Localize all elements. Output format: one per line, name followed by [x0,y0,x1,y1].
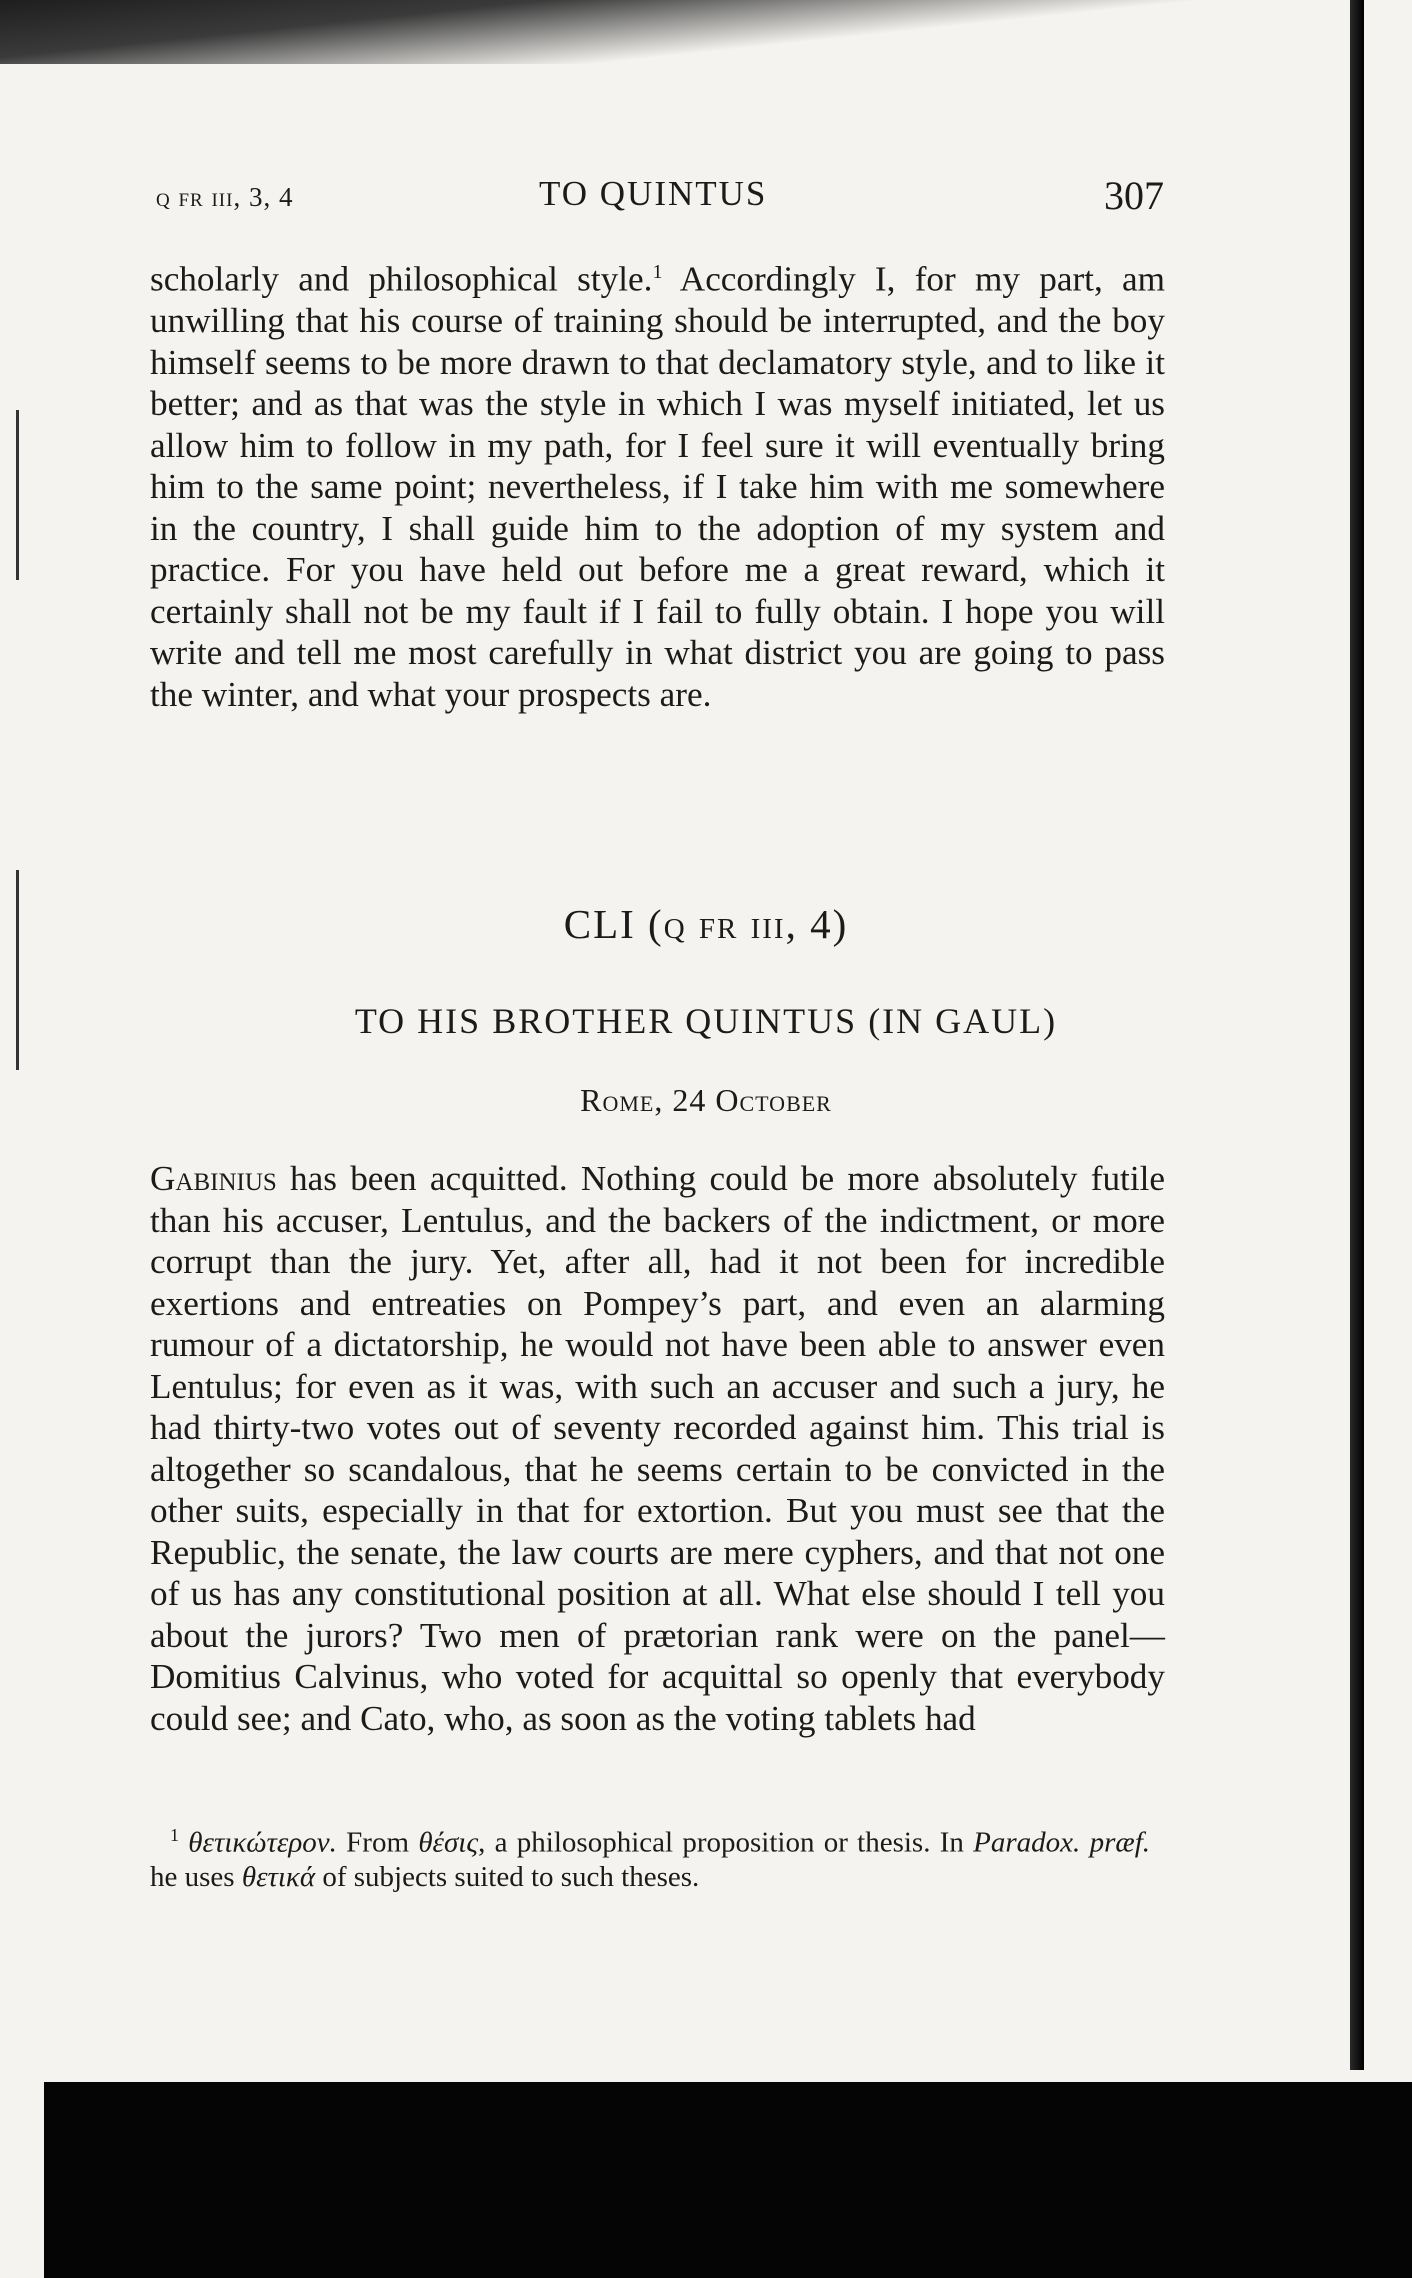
letter-body-text: has been acquitted. Nothing could be more absolutely futile than his accuser, Lentulus, and the backers of the indictment, or more corrupt than the jury. Yet, after all, had it not been for incredible exertions and entreaties on Pompey’s part, and even an alarming rumour of a dictatorship, he would not have been able to answer even Lentulus; for even as it was, with such an accuser and such a jury, he had thirty-two votes out of seventy recorded against him. This trial is altogether so scandalous, that he seems certain to be convicted in the other suits, especially in that for extortion. But you must see that the Republic, the senate, the law courts are mere cyphers, and that not one of us has any constitutional position at all. What else should I tell you about the jurors? Two men of prætorian rank were on the panel—Domitius Calvinus, who voted for acquittal so openly that everybody could see; and Cato, who, as soon as the voting tablets had [150,1159,1165,1738]
letter-numeral: CLI [563,901,636,947]
footnote-text: he uses [150,1860,242,1893]
page-number: 307 [1104,173,1164,218]
letter-body [150,1158,1165,1739]
margin-mark [16,410,19,580]
opening-word: Gabinius [150,1159,277,1198]
paragraph-text: Accordingly I, for my part, am unwilling that his course of training should be interrupted, and the boy himself seems to be more drawn to that declamatory style, and to like it better; and as that was the style in which I was myself initiated, let us allow him to follow in my path, for I feel sure it will eventually bring him to the same point; nevertheless, if I take him with me somewhere in the country, I shall guide him to the adoption of my system and practice. For you have held out before me a great reward, which it certainly shall not be my fault if I fail to fully obtain. I hope you will write and tell me most carefully in what district you are going to pass the winter, and what your prospects are. [150,259,1165,714]
footnote-reference: 1 [652,261,663,283]
letter-reference: (q fr iii, 4) [648,901,849,947]
paragraph-continued [150,252,1165,715]
running-header [156,172,1164,222]
greek-word: θέσις [418,1826,479,1859]
footnote-text: , a philosophical proposition or thesis. In [478,1826,974,1859]
footnote-text: of subjects suited to such theses. [315,1860,700,1893]
footnote-text: From [336,1826,419,1859]
work-title: Paradox. præf. [973,1826,1151,1859]
header-reference: q fr iii, 3, 4 [156,182,294,212]
greek-plural: θετικά [241,1860,316,1893]
footnote-mark: 1 [170,1825,179,1845]
scan-shadow-top [0,0,1330,64]
header-title: TO QUINTUS [539,174,768,213]
letter-title: TO HIS BROTHER QUINTUS (IN GAUL) [354,1001,1058,1041]
letter-number [0,900,1412,948]
scan-shadow-bottom [44,2082,1412,2278]
paragraph-text: scholarly and philosophical style. [150,259,653,299]
letter-dateline: Rome, 24 October [580,1082,832,1118]
greek-term: θετικώτερον. [188,1826,337,1859]
footnote [150,1818,1150,1894]
